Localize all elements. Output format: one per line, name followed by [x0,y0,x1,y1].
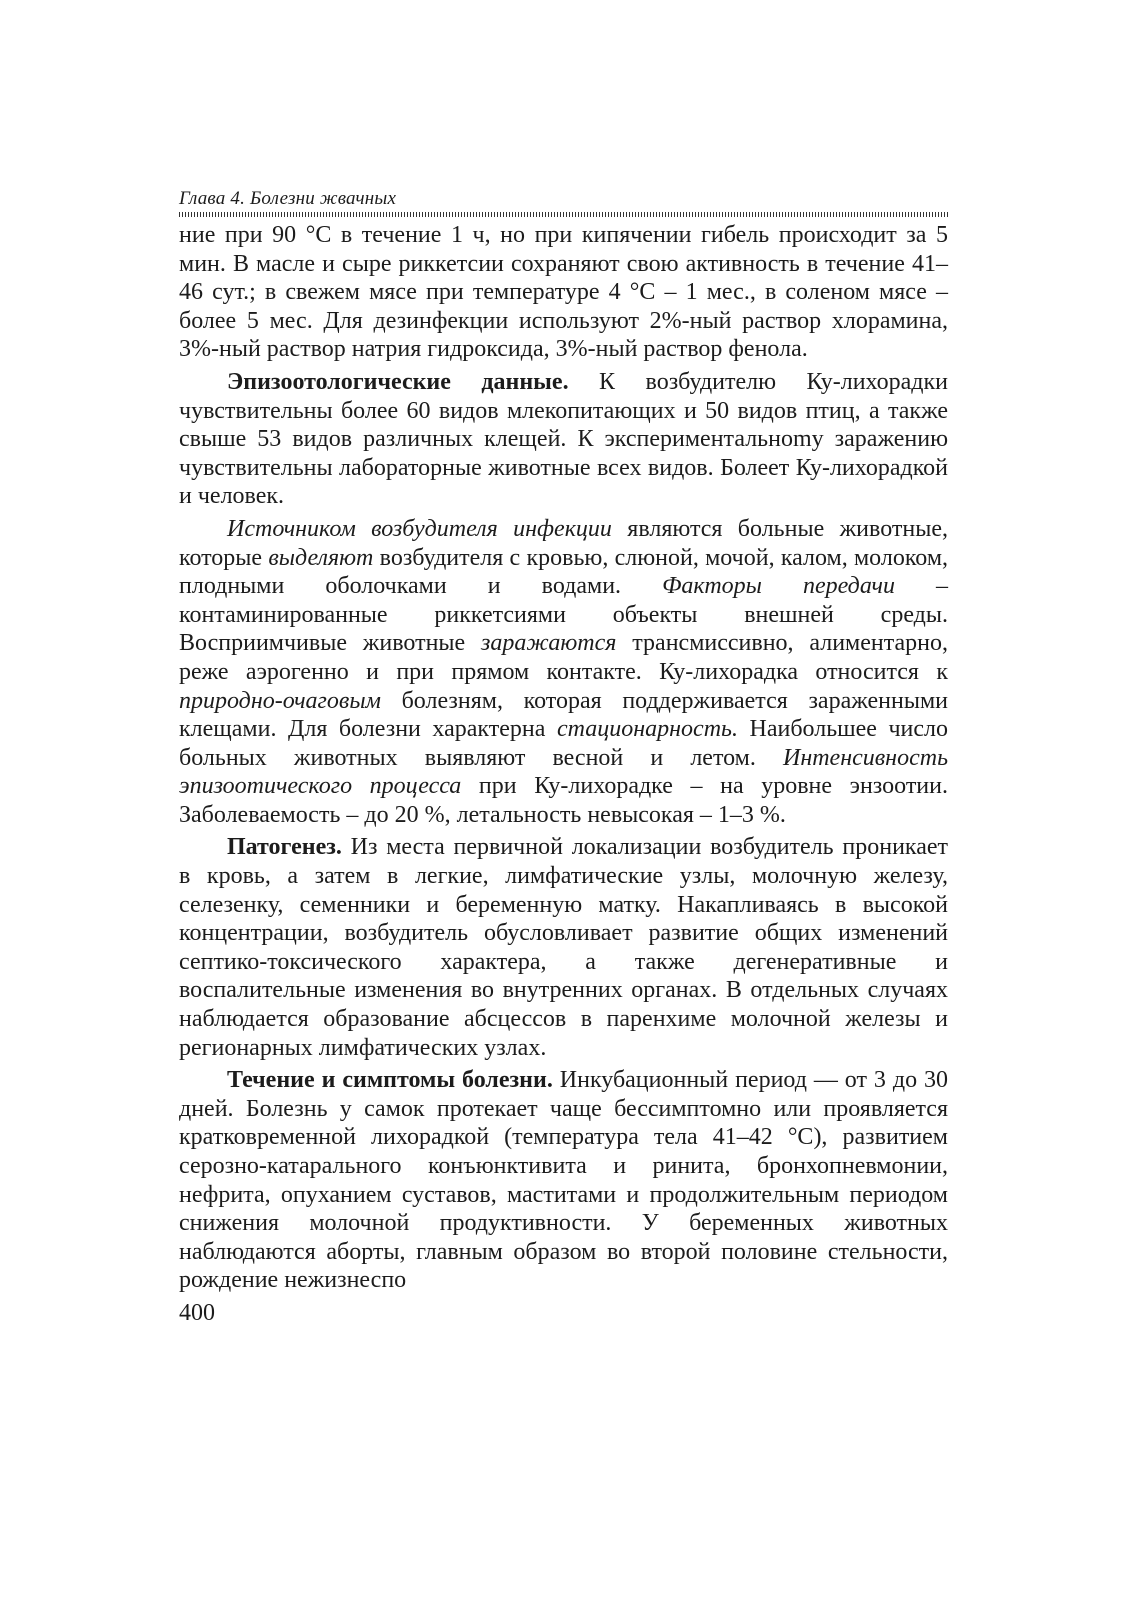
section-heading-symptoms: Течение и симптомы болезни. [227,1067,553,1094]
page-number: 400 [179,1299,215,1326]
paragraph-text: Наибольшее число больных животных выявляют весной и летом. [179,716,948,771]
section-heading-pathogenesis: Патогенез. [227,834,342,861]
body-text [179,221,948,1295]
paragraph-sources [179,515,948,830]
paragraph-pathogenesis [179,833,948,1062]
book-page [179,188,948,1327]
emphasis-term: Факторы передачи [662,573,895,600]
paragraph-symptoms [179,1066,948,1295]
paragraph-text: возбудителя с кровью, слюной, мочой, калом, молоком, плодными оболочками и водами. [179,544,948,600]
paragraph-text: Инкубационный период — от 3 до 30 дней. Болезнь у самок протекает чаще бессимптомно или проявляется кратковременной лихорадкой (температура тела 41–42 °С), развитием серозно-катарального конъюнктивита и ринита, бронхопневмонии, нефрита, опуханием суставов, маститами и продолжительным периодом снижения молочной продуктивности. У беременных животных наблюдаются аборты, главным образом во второй половине стельности, рождение нежизнеспо [179,1067,948,1294]
emphasis-term: стационарность. [556,716,738,743]
emphasis-term: заражаются [481,630,617,657]
header-rule [179,212,948,217]
paragraph-text: ние при 90 °С в течение 1 ч, но при кипячении гибель происходит за 5 мин. В масле и сыре риккетсии сохраняют свою активность в течение 41–46 сут.; в свежем мясе при температуре 4 °С – 1 мес., в соленом мясе – более 5 мес. Для дезинфекции используют 2%-ный раствор хлорамина, 3%-ный раствор натрия гидроксида, 3%-ный раствор фенола. [179,222,948,363]
emphasis-term: Интенсивность эпизоотического процесса [179,744,948,800]
paragraph-epizootology [179,368,948,511]
paragraph-text: являются больные животные, которые [179,515,948,571]
emphasis-term: выделяют [268,544,374,571]
emphasis-term: Источником возбудителя инфекции [227,515,612,542]
paragraph-continuation [179,221,948,364]
paragraph-text: болезням, которая поддерживается зараженными клещами. Для болезни характерна [179,687,948,743]
paragraph-text: – контаминированные риккетсиями объекты внешней среды. Восприимчивые животные [179,573,949,657]
paragraph-text: трансмиссивно, алиментарно, реже аэрогенно и при прямом контакте. Ку-лихорадка относится к [179,630,948,685]
section-heading-epizootology: Эпизоотологические данные. [227,368,569,395]
paragraph-text: при Ку-лихорадке – на уровне энзоотии. Заболеваемость – до 20 %, летальность невысокая – 1–3 %. [179,773,948,828]
paragraph-text: Из места первичной локализации возбудитель проникает в кровь, а затем в легкие, лимфатические узлы, молочную железу, селезенку, семенники и беременную матку. Накапливаясь в высокой концентрации, возбудитель обусловливает развитие общих изменений септико-токсического характера, а также дегенеративные и воспалительные изменения во внутренних органах. В отдельных случаях наблюдается образование абсцессов в паренхиме молочной железы и регионарных лимфатических узлах. [179,834,948,1061]
paragraph-text: К возбудителю Ку-лихорадки чувствительны более 60 видов млекопитающих и 50 видов птиц, а также свыше 53 видов различных клещей. К экспериментальноmу заражению чувствительны лабораторные животные всех видов. Болеет Ку-лихорадкой и человек. [179,368,948,510]
emphasis-term: природно-очаговым [179,687,381,714]
running-head: Глава 4. Болезни жвачных [179,188,397,209]
